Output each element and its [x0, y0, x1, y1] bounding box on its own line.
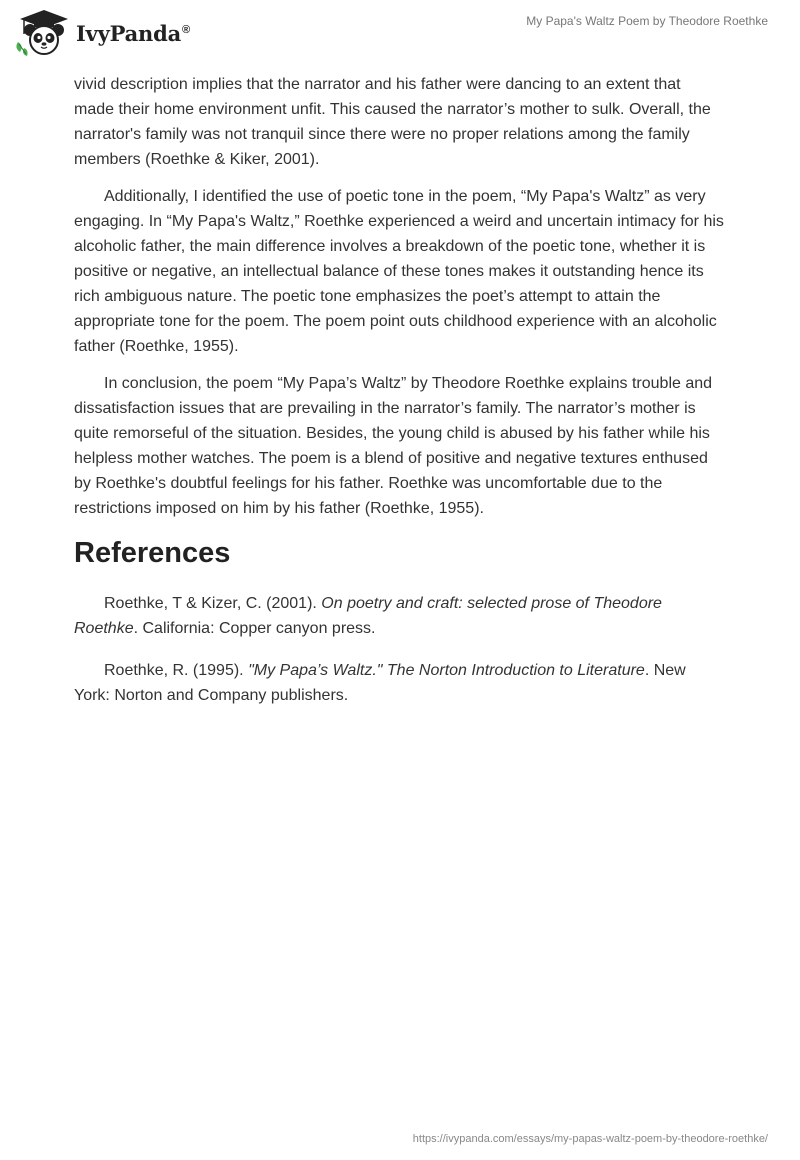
essay-body — [74, 72, 724, 725]
reference-title: "My Papa’s Waltz." The Norton Introduction to Literature — [248, 662, 645, 679]
brand-text: IvyPanda — [76, 20, 182, 46]
ivypanda-logo[interactable] — [14, 8, 190, 58]
paragraph: Additionally, I identified the use of poetic tone in the poem, “My Papa's Waltz” as very engaging. In “My Papa's Waltz,” Roethke experienced a weird and uncertain intimacy for his alcoholic father, the main difference involves a breakdown of the poetic tone, whether it is positive or negative, an intellectual balance of these tones makes it outstanding hence its rich ambiguous nature. The poetic tone emphasizes the poet’s attempt to attain the appropriate tone for the poem. The poem point outs childhood experience with an alcoholic father (Roethke, 1955). — [74, 188, 724, 355]
reference-title: On poetry and craft: selected prose of Theodore Roethke — [74, 595, 662, 637]
page-header — [0, 0, 800, 70]
paragraph: In conclusion, the poem “My Papa’s Waltz” by Theodore Roethke explains trouble and dissatisfaction issues that are prevailing in the narrator’s family. The narrator’s mother is quite remorseful of the situation. Besides, the young child is abused by his father while his helpless mother watches. The poem is a blend of positive and negative textures enthused by Roethke's doubtful feelings for his father. Roethke was uncomfortable due to the restrictions imposed on him by his father (Roethke, 1955). — [74, 375, 713, 517]
panda-graduate-icon — [14, 8, 74, 58]
reference-tail: . California: Copper canyon press. — [133, 620, 376, 637]
paragraph: vivid description implies that the narrator and his father were dancing to an extent that made their home environment unfit. This caused the narrator’s mother to sulk. Overall, the narrator's family was not tranquil since there were no proper relations among the family members (Roethke & Kiker, 2001). — [74, 76, 711, 168]
source-url[interactable]: https://ivypanda.com/essays/my-papas-waltz-poem-by-theodore-roethke/ — [412, 1133, 768, 1145]
reference-tail: . New York: Norton and Company publishers. — [74, 662, 686, 704]
reference-item — [74, 591, 724, 641]
running-title: My Papa's Waltz Poem by Theodore Roethke — [526, 14, 768, 28]
reference-item — [74, 658, 724, 708]
reference-lead: Roethke, R. (1995). — [104, 662, 249, 679]
brand-name — [76, 21, 190, 46]
references-heading: References — [74, 537, 231, 569]
registered-mark: ® — [182, 23, 190, 36]
reference-lead: Roethke, T & Kizer, C. (2001). — [104, 595, 322, 612]
